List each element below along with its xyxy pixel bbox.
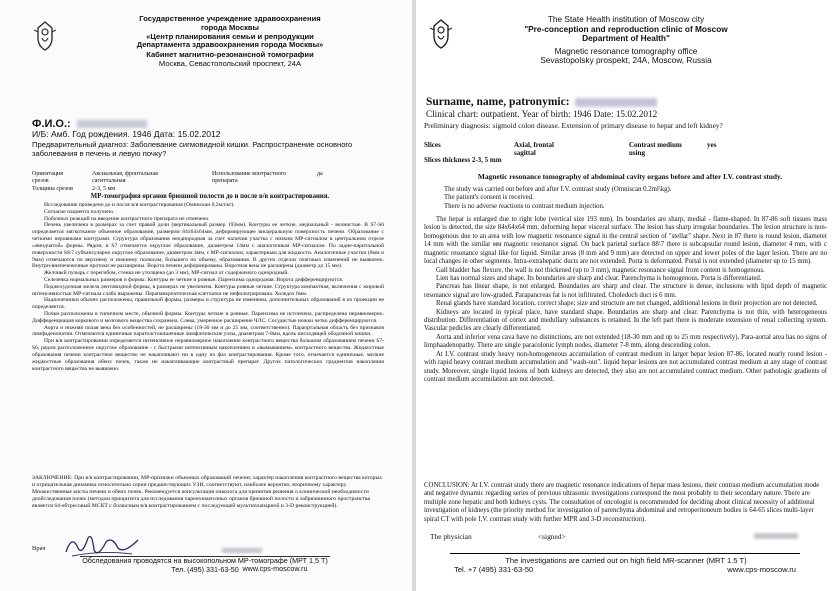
english-report-page	[416, 0, 835, 591]
intro-line: The study was carried out before and after I.V. contrast study (Omniscan 0.2ml\kg).	[444, 186, 672, 193]
thickness-value: 2-3, 5 мм	[92, 186, 116, 192]
report-paragraph: Kidneys are located in typical place, have standard shape. Boundaries are sharp and clear. Parenchyma is not thin, with heterogeneous distribution. Differentiation of cortex and medullary substances is retained. In the left part there is moderate extension of renal collecting system. Vascular pedicles are clearly differentiated.	[424, 308, 827, 333]
header-line: Magnetic resonance tomography office	[554, 45, 698, 56]
report-paragraph: Аорта и нижняя полая вена без особенностей, не расширены (18-30 мм и до 25 мм, соответственно). Параортальная область без признаков лимфаденопатии. Отмечаются единичные паратолстокишечные лимфатические узлы, диаметром 7-8мм, вдоль нисходящей ободочной кишки.	[32, 324, 384, 338]
doctor-label: Врач	[32, 545, 46, 552]
report-intro	[432, 186, 827, 211]
report-title: МР-томография органов брюшной полости до и после в/в контрастирования.	[90, 193, 330, 200]
footer-website: www.cps-moscow.ru	[242, 564, 308, 574]
contrast-label: Использование контрастного препарата	[212, 171, 287, 185]
report-paragraph: Побочных реакций на введение контрастного препарата не отмечено.	[44, 215, 210, 222]
slices-value-2: sagittal	[514, 149, 536, 157]
conclusion: ЗАКЛЮЧЕНИЕ: При в/в контрастировании, МР-признаки объемных образований печени; характер накопления контрастного вещества которых и отрицательная динамика относительно серии предшествующих УЗИ, соответствуют, наиболее вероятно, вторичному характеру. Множественные кисты печени и обеих почек. Рекомендуется консультация онколога для принятия решения о клинической необходимости дообследования почек (методом приоритета для исследования паренхиматозных органов брюшной полости и забрюшинного пространства является 64-ебтресовый МСКТ с болюсным в/в контрастированием с последующей мультипланарной и 3-D реконструкцией).	[32, 475, 383, 509]
report-paragraph: Pancreas has linear shape, is not enlarged. Boundaries are sharp and clear. The structure is dense, inclusions with lipid depth of magnetic resonance signal are low-graded. Parapancreas fat is not infiltrated. Choledoch duct is 6 mm.	[424, 283, 827, 299]
header-line: The State Health institution of Moscow city	[547, 14, 705, 24]
russian-report-page	[0, 0, 412, 591]
thickness-label: Толщина срезов	[32, 186, 73, 192]
thickness: Slices thickness 2-3, 5 mm	[424, 156, 502, 164]
footer-phone: Тел. (495) 331-63-50	[171, 564, 239, 574]
header-line: "Pre-conception and reproduction clinic of Moscow	[524, 23, 728, 34]
preliminary-diagnosis: Предварительный диагноз: Заболевание сигмовидной кишки. Распространение основного заболевания в печень и левую почку?	[32, 140, 353, 159]
header-line: Москва, Севастопольский проспект, 24А	[158, 58, 302, 68]
redacted-name	[77, 120, 147, 128]
slices-label: Slices	[424, 141, 441, 149]
footer-contacts	[426, 565, 826, 575]
report-paragraph: Aorta and inferior vena cava have no distinctions, are not extended (18-30 mm and up to 25 mm respectively). Para-aortal area has no signs of limphaadenopathy. There are single paracolonic lymph nodes, diameter 7-8 mm, along descending colon.	[424, 333, 827, 350]
contrast-label: Contrast medium	[629, 141, 682, 149]
report-paragraph: Селезенка нормальных размеров и формы. Контуры ее четкие и ровные. Паренхима однородная. Ворота дифференцируются.	[44, 276, 344, 283]
right-footer	[426, 556, 826, 575]
orientation-label: Ориентация срезов	[32, 171, 63, 185]
orientation-value: Аксиальная, фронтальная сагиттальная	[92, 171, 158, 185]
intro-line: There is no adverse reactions to contrast medium injection.	[444, 202, 605, 210]
contrast-label-2: using	[629, 149, 645, 157]
signed-marker: <signed>	[538, 532, 566, 541]
clinical-info: Clinical chart: outpatient. Year of birth: 1946 Date: 15.02.2012	[426, 109, 658, 119]
report-paragraph: Поджелудочная железа лентовидной формы, в размерах не увеличена. Контуры ровные четкие. Структура компактная, включения с жировой интенсивностью МР-сигнала слабо выражены. Парапанкреатическая клетчатка не инфильтрирована. Холедох 6мм.	[32, 283, 384, 297]
patient-name	[426, 96, 657, 108]
left-footer	[50, 557, 360, 574]
header-line: Department of Health"	[582, 33, 670, 44]
footer-line-text: Обследования проводятся на высокопольном МР-томографе (МРТ 1,5 Т)	[82, 556, 328, 565]
report-paragraph: Lien has normal sizes and shape. Its boundaries are sharp and clear. Parenchyma is homogenous. Porta is differentiated.	[436, 274, 762, 282]
physician-label: The physician	[430, 532, 472, 541]
report-body	[32, 202, 384, 470]
footer-website: www.cps-moscow.ru	[727, 565, 796, 575]
report-body	[424, 216, 827, 384]
conclusion: CONCLUSION: At I.V. contrast study there are magnetic resonance indications of hepar mass lesions, their contrast medium accumulation mode and negative dynamic regarding series of previous ultrasonic investigations correspond the most probably to their secondary nature. There are multiple zone hepatic and both kidneys cysts. The consultation of oncologist is recommended for deciding about clinical necessity of additional investigation of kidneys (the priority method for investigation of parenchyma abdominal and retroperitoneum bodies is 64-65 slices multi-layer spiral CT with pole I.V. contrast study with further MPR and 3-D reconstruction).	[424, 482, 820, 523]
right-header	[476, 15, 776, 66]
clinic-logo-icon	[426, 18, 456, 50]
report-paragraph: Почки расположены в типичном месте, обычной формы. Контуры четкие и ровные. Паренхима не истончена, распределена неравномерно. Дифференциация коркового и мозгового вещества сохранена. Слева, умеренное расширение ЧЛС. Сосудистые ножки четко дифференцируются.	[32, 311, 384, 324]
contrast-value: yes	[707, 141, 717, 149]
report-paragraph: При в/в контрастировании определяется интенсивное неравномерное накопление контрастного вещества большим образованием печени S7-S6, рядом расположенное округлое образование - с быстрыми интенсивным накоплением и «вымыванием» контрастного вещества. Жидкостные образования печени контрастное вещество не накапливают ни в одну из фаз контрастирования. Кроме того, отмечается единичные, мелкие жидкостные образования обеих почек, также не накапливающие контрастный препарат. Других патологических градиентов накопления контрастного вещества не выявлено.	[32, 338, 384, 372]
report-paragraph: Надпочечники обычно расположены, правильной формы, размеры и структура не изменены, дополнительных образований в их проекции не определяется.	[32, 297, 384, 311]
preliminary-diagnosis: Preliminary diagnosis: sigmoid colon disease. Extension of primary disease to hepar and left kidney?	[424, 121, 723, 130]
clinical-info: И/Б: Амб. Год рождения. 1946 Дата: 15.02.2012	[32, 129, 221, 139]
report-paragraph: Исследование проведено до и после в/в контрастирования (Омнискан 0,2мл\кг).	[44, 202, 235, 208]
report-paragraph: Согласие пациента получено.	[44, 208, 115, 215]
redacted-name	[575, 98, 657, 107]
slices-value: Axial, frontal	[514, 141, 554, 149]
name-label: Surname, name, patronymic:	[426, 96, 570, 108]
redacted-physician-name	[754, 533, 798, 539]
header-line: города Москвы	[200, 22, 260, 32]
report-paragraph: Желчный пузырь с перегибом, стенка не утолщена (до 3 мм), МР-сигнал от содержимого однородный.	[44, 270, 289, 277]
report-paragraph: The hepar is enlarged due to right lobe (vertical size 193 mm). Its boundaries are sharp, medial - flame-shaped. In 87-86 soft tissues mass lesion is detected, the size 84x64x64 mm, deforming hepar visceral surface. The lesion has sharp irregular boundaries. The lesion structure is non-homogenous due to an area with low magnetic resonance signal in the central section of "stellar" shape. Next in 87 there is round lesion, diameter 14 mm with the similar мм magnetic resonance signal. On back parietal surface 88\7 there is subcapsular round lesion, diameter 4 mm, with с magnetic resonance signal like for liquid. Similar areas (8 mm and 9 mm) are detected on upper and lower poles of the lager lesion. There are no local changes in other segments. Intra-extrahepatic ducts are not extended. Porta is deformated. Portal is not extended (diameter up to 15 mm).	[424, 216, 827, 266]
footer-phone: Tel. +7 (495) 331-63-50	[454, 565, 534, 575]
header-line: Государственное учреждение здравоохранения	[139, 14, 321, 23]
intro-line: The patient's consent is received.	[444, 194, 534, 202]
report-title: Magnetic resonance tomography of abdominal cavity organs before and after I.V. contrast study.	[477, 172, 783, 181]
report-paragraph: Renal glands have standard location, correct shape; size and structure are not changed, additional lesions in their projection are not detected.	[436, 300, 818, 308]
footer-line-text: The investigations are carried out on high field MR-scanner (MRT 1.5 T)	[505, 556, 747, 565]
report-paragraph: Gall bladder has flexure, the wall is not thickened (up to 3 mm), magnetic resonance signal from content is homogenous.	[436, 266, 765, 274]
header-line: Департамента здравоохранения города Москвы»	[136, 40, 324, 50]
clinic-logo-icon	[30, 20, 60, 52]
report-paragraph: At I.V. contrast study heavy non-homogeneous accumulation of contrast medium in larger hepar lesion 87-86, located nearly round lesion - with rapid heavy contrast medium accumulation and "wash-out". liquid hepar lesions are not accumulated contrast medium at any stage of contrast study. Moreover, single liquid lesions of both kidneys are detected, they also are not accumulated contract medium. Other pathologic gradients of contrast medium accumulation are not detected.	[424, 350, 827, 384]
contrast-value: да	[317, 171, 323, 177]
report-paragraph: Печень увеличена в размерах за счет правой доли (вертикальный размер 193мм). Контуры ее четкие, медиальный - волнистые. В S7-S6 определяется мягкотканое объемное образование, размером 84х64х64мм, деформирующее висцеральную поверхность печени. Образование с четкими неровными контурами. Структура образования неоднородная за счет наличия участка с низким МР-сигналом в центральном отделе «звездчатой» формы. Рядом, в S7 отмечается округлое образование, диаметром 14мм с аналогичным МР-сигналом. По задне-паритальной поверхности S8\7 субкапсулярно округлое образование, диаметром 4мм, с МР-сигналом, характерным для жидкости. Аналогичные участки (8мм и 9мм) отмечаются по верхнему и нижнему полюсам, большего по объему, образования. В других отделах очаговых изменений не выявлено. Внутри-внепеченочные протоки не расширены. Ворота печени деформированы. Воротная вена не расширена (диаметр до 15 мм).	[32, 222, 384, 270]
header-line: Кабинет магнитно-резонансной томографии	[146, 50, 314, 60]
fio-label: Ф.И.О.:	[32, 118, 71, 130]
scan-params	[424, 141, 824, 167]
left-header	[110, 15, 350, 69]
redacted-doctor-name	[222, 548, 262, 553]
header-line: Sevastopolsky prospekt, 24A, Moscow, Russia	[540, 55, 712, 66]
header-line: «Центр планирования семьи и репродукции	[146, 31, 314, 41]
footer-divider	[450, 553, 800, 554]
